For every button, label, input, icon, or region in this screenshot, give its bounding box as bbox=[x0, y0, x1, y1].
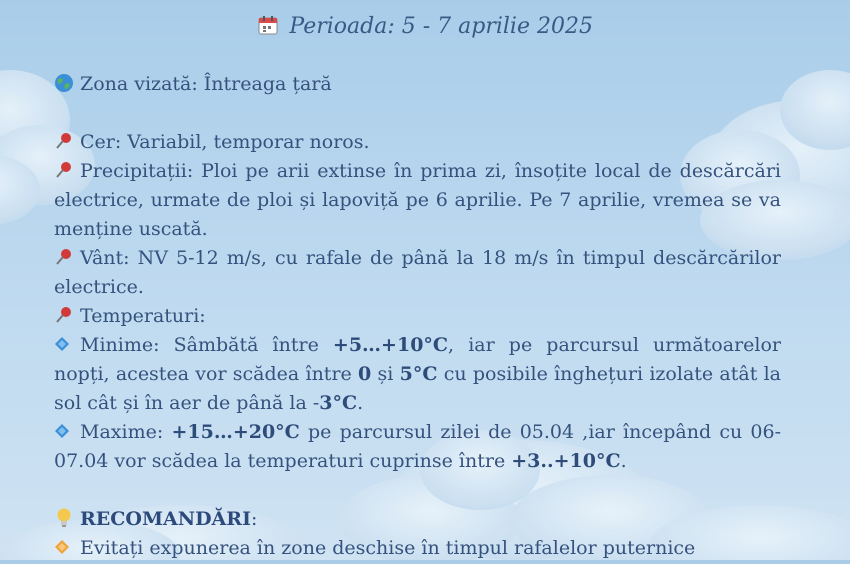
minimum-text-3: și bbox=[371, 363, 400, 385]
sky-line bbox=[54, 128, 781, 157]
recommendations-heading bbox=[54, 505, 781, 534]
recommendations-colon: : bbox=[250, 508, 258, 530]
globe-icon bbox=[54, 73, 74, 93]
pushpin-icon bbox=[54, 305, 74, 325]
maximum-text-3: . bbox=[620, 450, 627, 472]
precipitation-text: Precipitații: Ploi pe arii extinse în prima zi, însoțite local de descărcări electrice, urmate de ploi și lapoviță pe 6 aprilie. Pe 7 aprilie, vremea se va menține uscată. bbox=[54, 160, 781, 240]
minimum-value-4: 3°C bbox=[319, 392, 358, 414]
wind-text: Vânt: NV 5-12 m/s, cu rafale de până la 18 m/s în timpul descărcărilor electrice. bbox=[54, 247, 781, 298]
precipitation-line bbox=[54, 157, 781, 244]
recommendation-item bbox=[54, 534, 781, 563]
zone-line bbox=[54, 70, 781, 99]
pushpin-icon bbox=[54, 160, 74, 180]
sky-text: Cer: Variabil, temporar noros. bbox=[80, 131, 370, 153]
recommendation-text: Evitați expunerea în zone deschise în timpul rafalelor puternice bbox=[80, 537, 696, 559]
temperatures-heading bbox=[54, 302, 781, 331]
calendar-icon bbox=[257, 14, 285, 38]
minimum-temps-line bbox=[54, 331, 781, 418]
minimum-text-4: cu posibile înghețuri izolate atât la sol cât și în aer de până la - bbox=[54, 363, 781, 414]
blue-diamond-icon bbox=[54, 332, 70, 348]
minimum-value-1: +5…+10°C bbox=[332, 334, 449, 356]
minimum-value-2: 0 bbox=[358, 363, 372, 385]
period-text: Perioada: 5 - 7 aprilie 2025 bbox=[289, 14, 593, 39]
spacer bbox=[54, 99, 781, 128]
wind-line bbox=[54, 244, 781, 302]
maximum-text-2: pe parcursul zilei de 05.04 ,iar începând cu 06-07.04 vor scădea la temperaturi cuprinse între bbox=[54, 421, 782, 472]
minimum-text-2: , iar pe parcursul următoarelor nopți, acestea vor scădea între bbox=[54, 334, 781, 385]
minimum-value-3: 5°C bbox=[399, 363, 438, 385]
maximum-text-1: Maxime: bbox=[80, 421, 172, 443]
minimum-text-1: Minime: Sâmbătă între bbox=[80, 334, 333, 356]
maximum-temps-line bbox=[54, 418, 781, 476]
spacer bbox=[54, 476, 781, 505]
period-title bbox=[0, 14, 850, 39]
maximum-value-2: +3..+10°C bbox=[511, 450, 621, 472]
minimum-text-5: . bbox=[357, 392, 364, 414]
forecast-body bbox=[54, 70, 781, 563]
pushpin-icon bbox=[54, 247, 74, 267]
recommendations-label: RECOMANDĂRI bbox=[80, 508, 251, 530]
zone-text: Zona vizată: Întreaga țară bbox=[80, 73, 332, 95]
orange-diamond-icon bbox=[54, 535, 70, 551]
pushpin-icon bbox=[54, 131, 74, 151]
lightbulb-icon bbox=[54, 507, 74, 529]
blue-diamond-icon bbox=[54, 419, 70, 435]
temperatures-label: Temperaturi: bbox=[80, 305, 206, 327]
maximum-value-1: +15…+20°C bbox=[171, 421, 300, 443]
